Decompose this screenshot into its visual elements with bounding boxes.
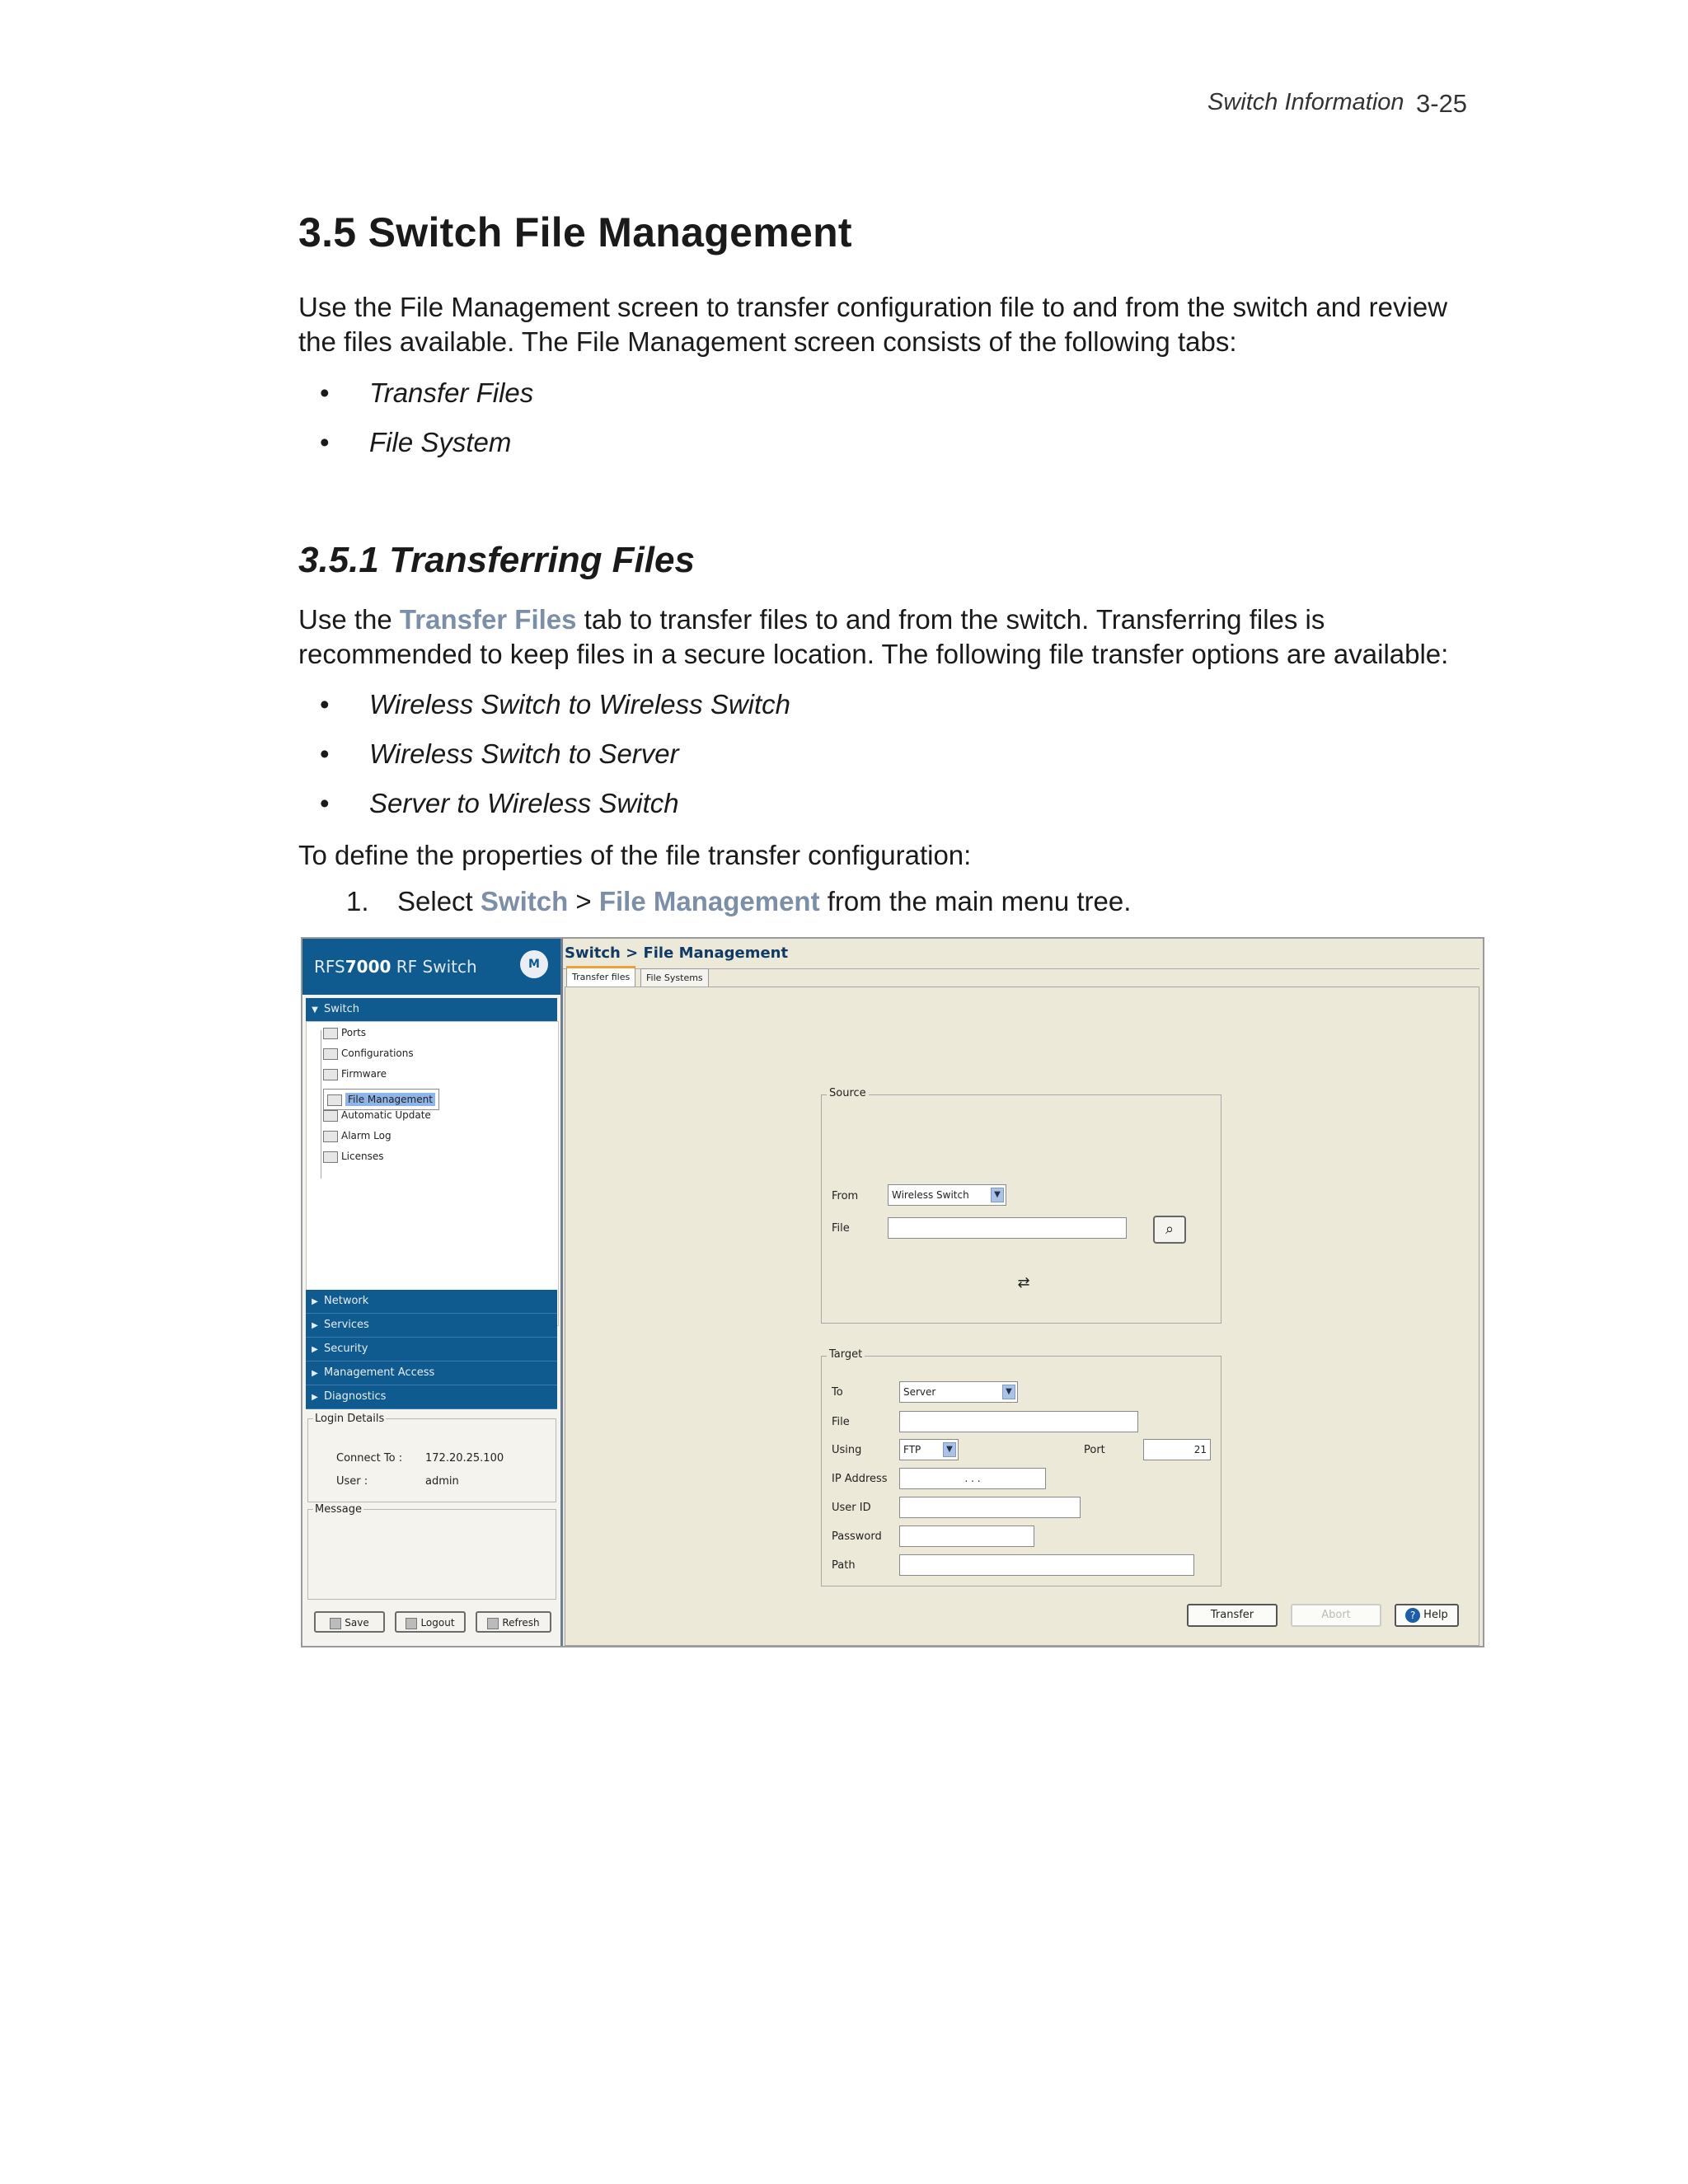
section-title: 3.5 Switch File Management (298, 209, 852, 255)
tree-item-firmware[interactable]: Firmware (323, 1068, 387, 1080)
user-value: admin (425, 1475, 459, 1488)
breadcrumb: Switch > File Management (565, 944, 789, 962)
logout-button[interactable]: Logout (395, 1611, 466, 1633)
target-group: Target To Server ▼ File Using FTP ▼ Port 21 IP Address . . . User ID Password Path (821, 1356, 1221, 1586)
tab-transfer-files[interactable]: Transfer files (566, 966, 635, 987)
tab-file-systems[interactable]: File Systems (640, 968, 709, 988)
list-item: • Wireless Switch to Wireless Switch (320, 689, 791, 719)
to-select[interactable]: Server ▼ (899, 1381, 1018, 1403)
page-number: 3-25 (1416, 89, 1468, 118)
motorola-logo-icon: M (520, 950, 548, 978)
connect-to-value: 172.20.25.100 (425, 1452, 504, 1465)
section-intro: Use the File Management screen to transfer configuration file to and from the switch and review the files available. The File Management screen consists of the following tabs: (298, 292, 1448, 357)
left-panel (302, 939, 563, 1646)
configurations-icon (323, 1048, 338, 1060)
help-icon: ? (1405, 1608, 1420, 1623)
browse-search-icon[interactable]: ⌕ (1153, 1216, 1186, 1244)
update-icon (323, 1110, 338, 1122)
app-title-bar: RFS7000 RF Switch M (302, 939, 560, 995)
transfer-files-link: Transfer Files (399, 604, 577, 635)
refresh-button[interactable]: Refresh (476, 1611, 551, 1633)
menu-management-access[interactable]: ▶ Management Access (306, 1361, 557, 1385)
path-input[interactable] (899, 1554, 1194, 1576)
file-icon (327, 1094, 342, 1106)
refresh-icon (487, 1618, 499, 1629)
right-panel (563, 939, 1483, 1646)
from-select[interactable]: Wireless Switch ▼ (888, 1184, 1006, 1206)
menu-security[interactable]: ▶ Security (306, 1338, 557, 1361)
port-input[interactable]: 21 (1143, 1439, 1211, 1460)
using-select[interactable]: FTP ▼ (899, 1439, 959, 1460)
subsection-intro: Use the Transfer Files tab to transfer files to and from the switch. Transferring files is recommended to keep files in a secure location. The following file transfer options are available: (298, 604, 1449, 669)
list-item: • File System (320, 427, 512, 457)
message-box: Message (307, 1509, 556, 1600)
step-1: 1. Select Switch > File Management from the main menu tree. (346, 886, 1132, 916)
list-item: • Wireless Switch to Server (320, 738, 679, 769)
ports-icon (323, 1028, 338, 1039)
license-icon (323, 1151, 338, 1163)
menu-switch[interactable]: ▼ Switch (306, 998, 557, 1022)
alarm-icon (323, 1131, 338, 1142)
menu-services[interactable]: ▶ Services (306, 1314, 557, 1338)
password-input[interactable] (899, 1526, 1034, 1547)
menu-tree (306, 1021, 559, 1326)
tree-item-automatic-update[interactable]: Automatic Update (323, 1109, 431, 1122)
list-item: • Server to Wireless Switch (320, 788, 679, 818)
abort-button[interactable]: Abort (1291, 1604, 1381, 1627)
logout-icon (406, 1618, 417, 1629)
tree-item-alarm-log[interactable]: Alarm Log (323, 1130, 392, 1142)
source-file-input[interactable] (888, 1217, 1127, 1239)
define-text: To define the properties of the file transfer configuration: (298, 840, 972, 870)
source-group: Source From Wireless Switch ▼ File ⌕ (821, 1094, 1221, 1324)
transfer-direction-icon: ⇄ (1017, 1274, 1030, 1291)
help-button[interactable]: ? Help (1395, 1604, 1459, 1627)
tree-item-configurations[interactable]: Configurations (323, 1047, 414, 1060)
list-item: • Transfer Files (320, 377, 534, 408)
ip-address-input[interactable]: . . . (899, 1468, 1046, 1489)
user-id-input[interactable] (899, 1497, 1081, 1518)
chevron-down-icon: ▼ (991, 1188, 1004, 1202)
menu-diagnostics[interactable]: ▶ Diagnostics (306, 1385, 557, 1409)
chevron-down-icon: ▼ (1002, 1385, 1015, 1399)
chevron-down-icon: ▼ (943, 1442, 956, 1457)
save-button[interactable]: Save (314, 1611, 385, 1633)
running-header-section: Switch Information (1207, 89, 1404, 115)
screenshot-file-management (301, 937, 1484, 1647)
transfer-files-panel (565, 987, 1479, 1646)
firmware-icon (323, 1069, 338, 1080)
target-file-input[interactable] (899, 1411, 1138, 1432)
tree-item-file-management[interactable]: File Management (323, 1089, 439, 1110)
save-icon (330, 1618, 341, 1629)
tree-item-licenses[interactable]: Licenses (323, 1151, 384, 1163)
subsection-title: 3.5.1 Transferring Files (298, 540, 695, 580)
transfer-button[interactable]: Transfer (1187, 1604, 1278, 1627)
login-details-box: Login Details Connect To : 172.20.25.100 User : admin (307, 1418, 556, 1502)
menu-network[interactable]: ▶ Network (306, 1290, 557, 1314)
tree-item-ports[interactable]: Ports (323, 1027, 366, 1039)
